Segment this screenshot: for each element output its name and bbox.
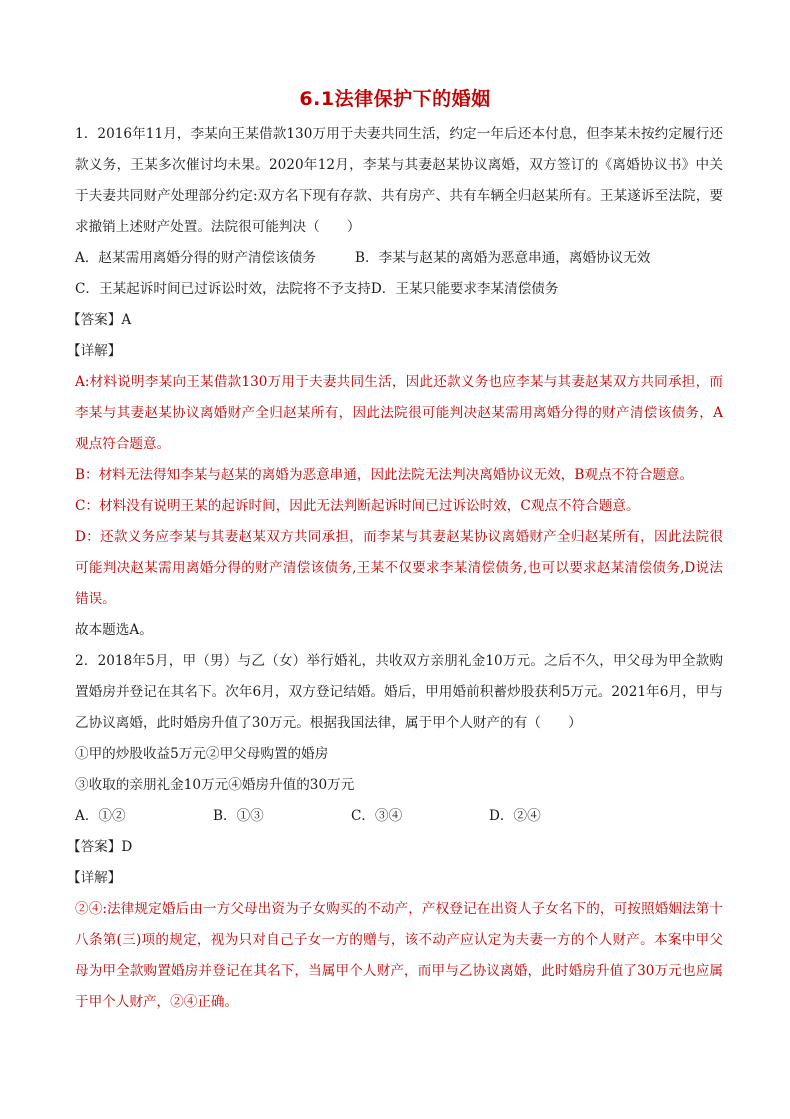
question-2-option-d: D．②④ xyxy=(489,808,541,824)
question-1-explain-c: C：材料没有说明王某的起诉时间，因此无法判断起诉时间已过诉讼时效，C观点不符合题意。 xyxy=(75,498,640,514)
question-1-explain-b: B：材料无法得知李某与赵某的离婚为恶意串通，因此法院无法判决离婚协议无效，B观点不符合题意。 xyxy=(75,467,694,483)
question-2-items-line-2: ③收取的亲朋礼金10万元④婚房升值的30万元 xyxy=(75,777,355,793)
question-1-stem: 1．2016年11月，李某向王某借款130万用于夫妻共同生活，约定一年后还本付息，但李某未按约定履行还款义务，王某多次催讨均未果。2020年12月，李某与其妻赵某协议离婚，双方签订的《离婚协议书》中关于夫妻共同财产处理部分约定:双方名下现有存款、共有房产、共有车辆全归赵某所有。王某遂诉至法院，要求撤销上述财产处置。法院很可能判决（ ） xyxy=(75,126,723,235)
page-title: 6.1法律保护下的婚姻 xyxy=(299,88,491,110)
question-2-options xyxy=(75,801,723,832)
question-1-option-d: D．王某只能要求李某清偿债务 xyxy=(370,281,559,297)
question-2-option-c: C．③④ xyxy=(351,808,403,824)
question-1-options-ab xyxy=(75,243,723,274)
question-1-detail-label: 【详解】 xyxy=(67,343,122,359)
question-2-detail-label: 【详解】 xyxy=(67,870,122,886)
question-2-items-line-1: ①甲的炒股收益5万元②甲父母购置的婚房 xyxy=(75,746,329,762)
question-1-explain-a: A:材料说明李某向王某借款130万用于夫妻共同生活，因此还款义务也应李某与其妻赵某双方共同承担，而李某与其妻赵某协议离婚财产全归赵某所有，因此法院很可能判决赵某需用离婚分得的财产清偿该债务，A观点符合题意。 xyxy=(75,374,723,452)
question-1-explain-d: D：还款义务应李某与其妻赵某双方共同承担，而李某与其妻赵某协议离婚财产全归赵某所有，因此法院很可能判决赵某需用离婚分得的财产清偿该债务,王某不仅要求李某清偿债务,也可以要求赵某清偿债务,D说法错误。 xyxy=(75,529,723,607)
question-1-options-cd xyxy=(75,274,723,305)
question-2-stem: 2．2018年5月，甲（男）与乙（女）举行婚礼，共收双方亲朋礼金10万元。之后不久，甲父母为甲全款购置婚房并登记在其名下。次年6月，双方登记结婚。婚后，甲用婚前积蓄炒股获利5万元。2021年6月，甲与乙协议离婚，此时婚房升值了30万元。根据我国法律，属于甲个人财产的有（ ） xyxy=(75,653,723,731)
question-1-option-b: B．李某与赵某的离婚为恶意串通，离婚协议无效 xyxy=(355,250,651,266)
document-content xyxy=(67,119,723,1018)
question-2-answer: 【答案】D xyxy=(67,839,133,855)
question-2-explain: ②④:法律规定婚后由一方父母出资为子女购买的不动产，产权登记在出资人子女名下的，可按照婚姻法第十八条第(三)项的规定，视为只对自己子女一方的赠与，该不动产应认定为夫妻一方的个人财产。本案中甲父母为甲全款购置婚房并登记在其名下，当属甲个人财产，而甲与乙协议离婚，此时婚房升值了30万元也应属于甲个人财产，②④正确。 xyxy=(75,901,723,1010)
question-2-option-a: A．①② xyxy=(75,808,126,824)
question-1-option-a: A．赵某需用离婚分得的财产清偿该债务 xyxy=(75,250,316,266)
question-1-conclusion: 故本题选A。 xyxy=(75,622,153,638)
question-1-answer: 【答案】A xyxy=(67,312,132,328)
question-1-option-c: C．王某起诉时间已过诉讼时效，法院将不予支持 xyxy=(75,281,371,297)
question-2-option-b: B．①③ xyxy=(213,808,264,824)
